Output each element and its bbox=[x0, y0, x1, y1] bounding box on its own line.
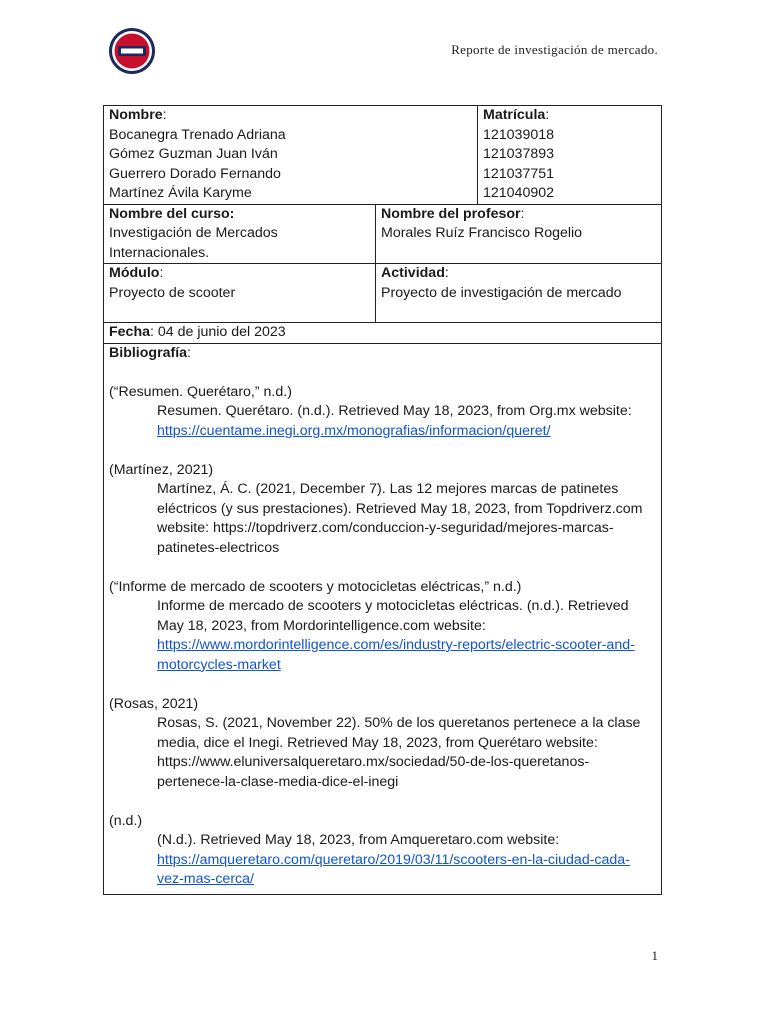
matricula-label: Matrícula bbox=[483, 107, 546, 123]
university-logo bbox=[107, 27, 157, 75]
bib-link[interactable]: https://www.mordorintelligence.com/es/industry-reports/electric-scooter-and-motorcycles-market bbox=[157, 637, 635, 673]
bib-reference: Resumen. Querétaro. (n.d.). Retrieved May 18, 2023, from Org.mx website: https://cuentame.inegi.org.mx/monografias/informacion/queret/ bbox=[157, 403, 632, 439]
students-cell: Nombre: Bocanegra Trenado Adriana Gómez Guzman Juan Iván Guerrero Dorado Fernando Martínez Ávila Karyme bbox=[104, 106, 478, 205]
page-number: 1 bbox=[651, 948, 658, 963]
bib-citation: (n.d.) bbox=[109, 812, 143, 829]
bib-reference: Martínez, Á. C. (2021, December 7). Las 12 mejores marcas de patinetes eléctricos (y sus prestaciones). Retrieved May 18, 2023, from Topdriverz.com website: https://topdriverz.com/conduccion-y-seguridad/mejores-marcas-patinetes-electricos bbox=[157, 481, 643, 556]
student-name: Martínez Ávila Karyme bbox=[109, 185, 252, 201]
bibliography-row bbox=[104, 343, 662, 894]
profesor-value: Morales Ruíz Francisco Rogelio bbox=[381, 225, 583, 241]
students-row bbox=[104, 106, 662, 205]
bibliography-cell: Bibliografía: (“Resumen. Querétaro,” n.d.) Resumen. Querétaro. (n.d.). Retrieved May 18, 2023, from Org.mx website: https://cuentame.inegi.org.mx/monografias/informacion/queret/ (Martínez, 2021) Martínez, Á. C. (2021, December 7). Las 12 mejores marcas de patinetes eléctricos (y sus prestaciones). Retrieved May 18, 2023, from Topdriverz.com website: https://topdriverz.com/conduccion-y-seguridad/mejores-marcas-patinetes-electricos (“Informe de mercado de scooters y motocicletas eléctricas,” n.d.) Informe de mercado de scooters y motocicletas eléctricas. (n.d.). Retrieved May 18, 2023, from Mordorintelligence.com website: https://www.mordorintelligence.com/es/industry-reports/electric-scooter-and-motorcycles-market (Rosas, 2021) Rosas, S. (2021, November 22). 50% de los queretanos pertenece a la clase media, dice el Inegi. Retrieved May 18, 2023, from Querétaro website: https://www.eluniversalqueretaro.mx/sociedad/50-de-los-queretanos-pertenece-la-clase-media-dice-el-inegi (n.d.) (N.d.). Retrieved May 18, 2023, from Amqueretaro.com website: https://amqueretaro.com/queretaro/2019/03/11/scooters-en-la-ciudad-cada-vez-mas-cerca/ bbox=[104, 343, 662, 894]
course-row bbox=[104, 204, 662, 264]
curso-value: Investigación de Mercados Internacionales. bbox=[109, 225, 278, 261]
actividad-cell: Actividad: Proyecto de investigación de mercado bbox=[376, 264, 662, 323]
bib-citation: (Rosas, 2021) bbox=[109, 695, 199, 712]
curso-cell bbox=[104, 204, 376, 264]
bibliography-entry bbox=[109, 383, 656, 442]
student-id: 121037751 bbox=[483, 165, 555, 182]
bibliography-entry bbox=[109, 461, 656, 559]
matricula-cell: Matrícula: 121039018 121037893 121037751 121040902 bbox=[478, 106, 662, 205]
actividad-value: Proyecto de investigación de mercado bbox=[381, 284, 622, 301]
info-table bbox=[103, 105, 662, 895]
bibliography-entry bbox=[109, 695, 656, 793]
student-name: Guerrero Dorado Fernando bbox=[109, 165, 281, 182]
student-name: Gómez Guzman Juan Iván bbox=[109, 146, 278, 162]
bib-citation: (Martínez, 2021) bbox=[109, 461, 214, 478]
profesor-cell: Nombre del profesor: Morales Ruíz Francisco Rogelio bbox=[376, 204, 662, 264]
bib-link[interactable]: https://cuentame.inegi.org.mx/monografias/informacion/queret/ bbox=[157, 422, 551, 439]
student-id: 121037893 bbox=[483, 146, 555, 162]
student-name: Bocanegra Trenado Adriana bbox=[109, 126, 286, 143]
curso-label: Nombre del curso: bbox=[109, 205, 235, 222]
bib-reference: Rosas, S. (2021, November 22). 50% de los queretanos pertenece a la clase media, dice el Inegi. Retrieved May 18, 2023, from Querétaro website: https://www.eluniversalqueretaro.mx/sociedad/50-de-los-queretanos-pertenece-la-clase-media-dice-el-inegi bbox=[157, 715, 641, 790]
bib-link[interactable]: https://amqueretaro.com/queretaro/2019/03/11/scooters-en-la-ciudad-cada-vez-mas-cerca/ bbox=[157, 851, 630, 887]
fecha-value: : 04 de junio del 2023 bbox=[150, 324, 286, 340]
bib-citation: (“Informe de mercado de scooters y motocicletas eléctricas,” n.d.) bbox=[109, 578, 522, 595]
date-row bbox=[104, 323, 662, 344]
actividad-label: Actividad bbox=[381, 265, 445, 281]
student-id: 121039018 bbox=[483, 126, 555, 143]
modulo-value: Proyecto de scooter bbox=[109, 284, 236, 301]
bib-reference: (N.d.). Retrieved May 18, 2023, from Amqueretaro.com website: https://amqueretaro.com/queretaro/2019/03/11/scooters-en-la-ciudad-cada-vez-mas-cerca/ bbox=[157, 832, 630, 887]
header-title: Reporte de investigación de mercado. bbox=[451, 42, 658, 57]
bib-reference: Informe de mercado de scooters y motocicletas eléctricas. (n.d.). Retrieved May 18, 2023, from Mordorintelligence.com website: https://www.mordorintelligence.com/es/industry-reports/electric-scooter-and-motorcycles-market bbox=[157, 598, 635, 673]
nombre-label: Nombre bbox=[109, 107, 163, 123]
bibliografia-label: Bibliografía bbox=[109, 344, 188, 361]
modulo-cell: Módulo: Proyecto de scooter bbox=[104, 264, 376, 323]
bibliography-entry bbox=[109, 812, 656, 890]
fecha-cell bbox=[104, 323, 662, 344]
fecha-label: Fecha bbox=[109, 324, 151, 340]
modulo-label: Módulo bbox=[109, 265, 160, 281]
bibliography-entry bbox=[109, 578, 656, 676]
profesor-label: Nombre del profesor bbox=[381, 205, 521, 222]
module-row bbox=[104, 264, 662, 323]
bib-citation: (“Resumen. Querétaro,” n.d.) bbox=[109, 383, 292, 400]
student-id: 121040902 bbox=[483, 185, 555, 201]
